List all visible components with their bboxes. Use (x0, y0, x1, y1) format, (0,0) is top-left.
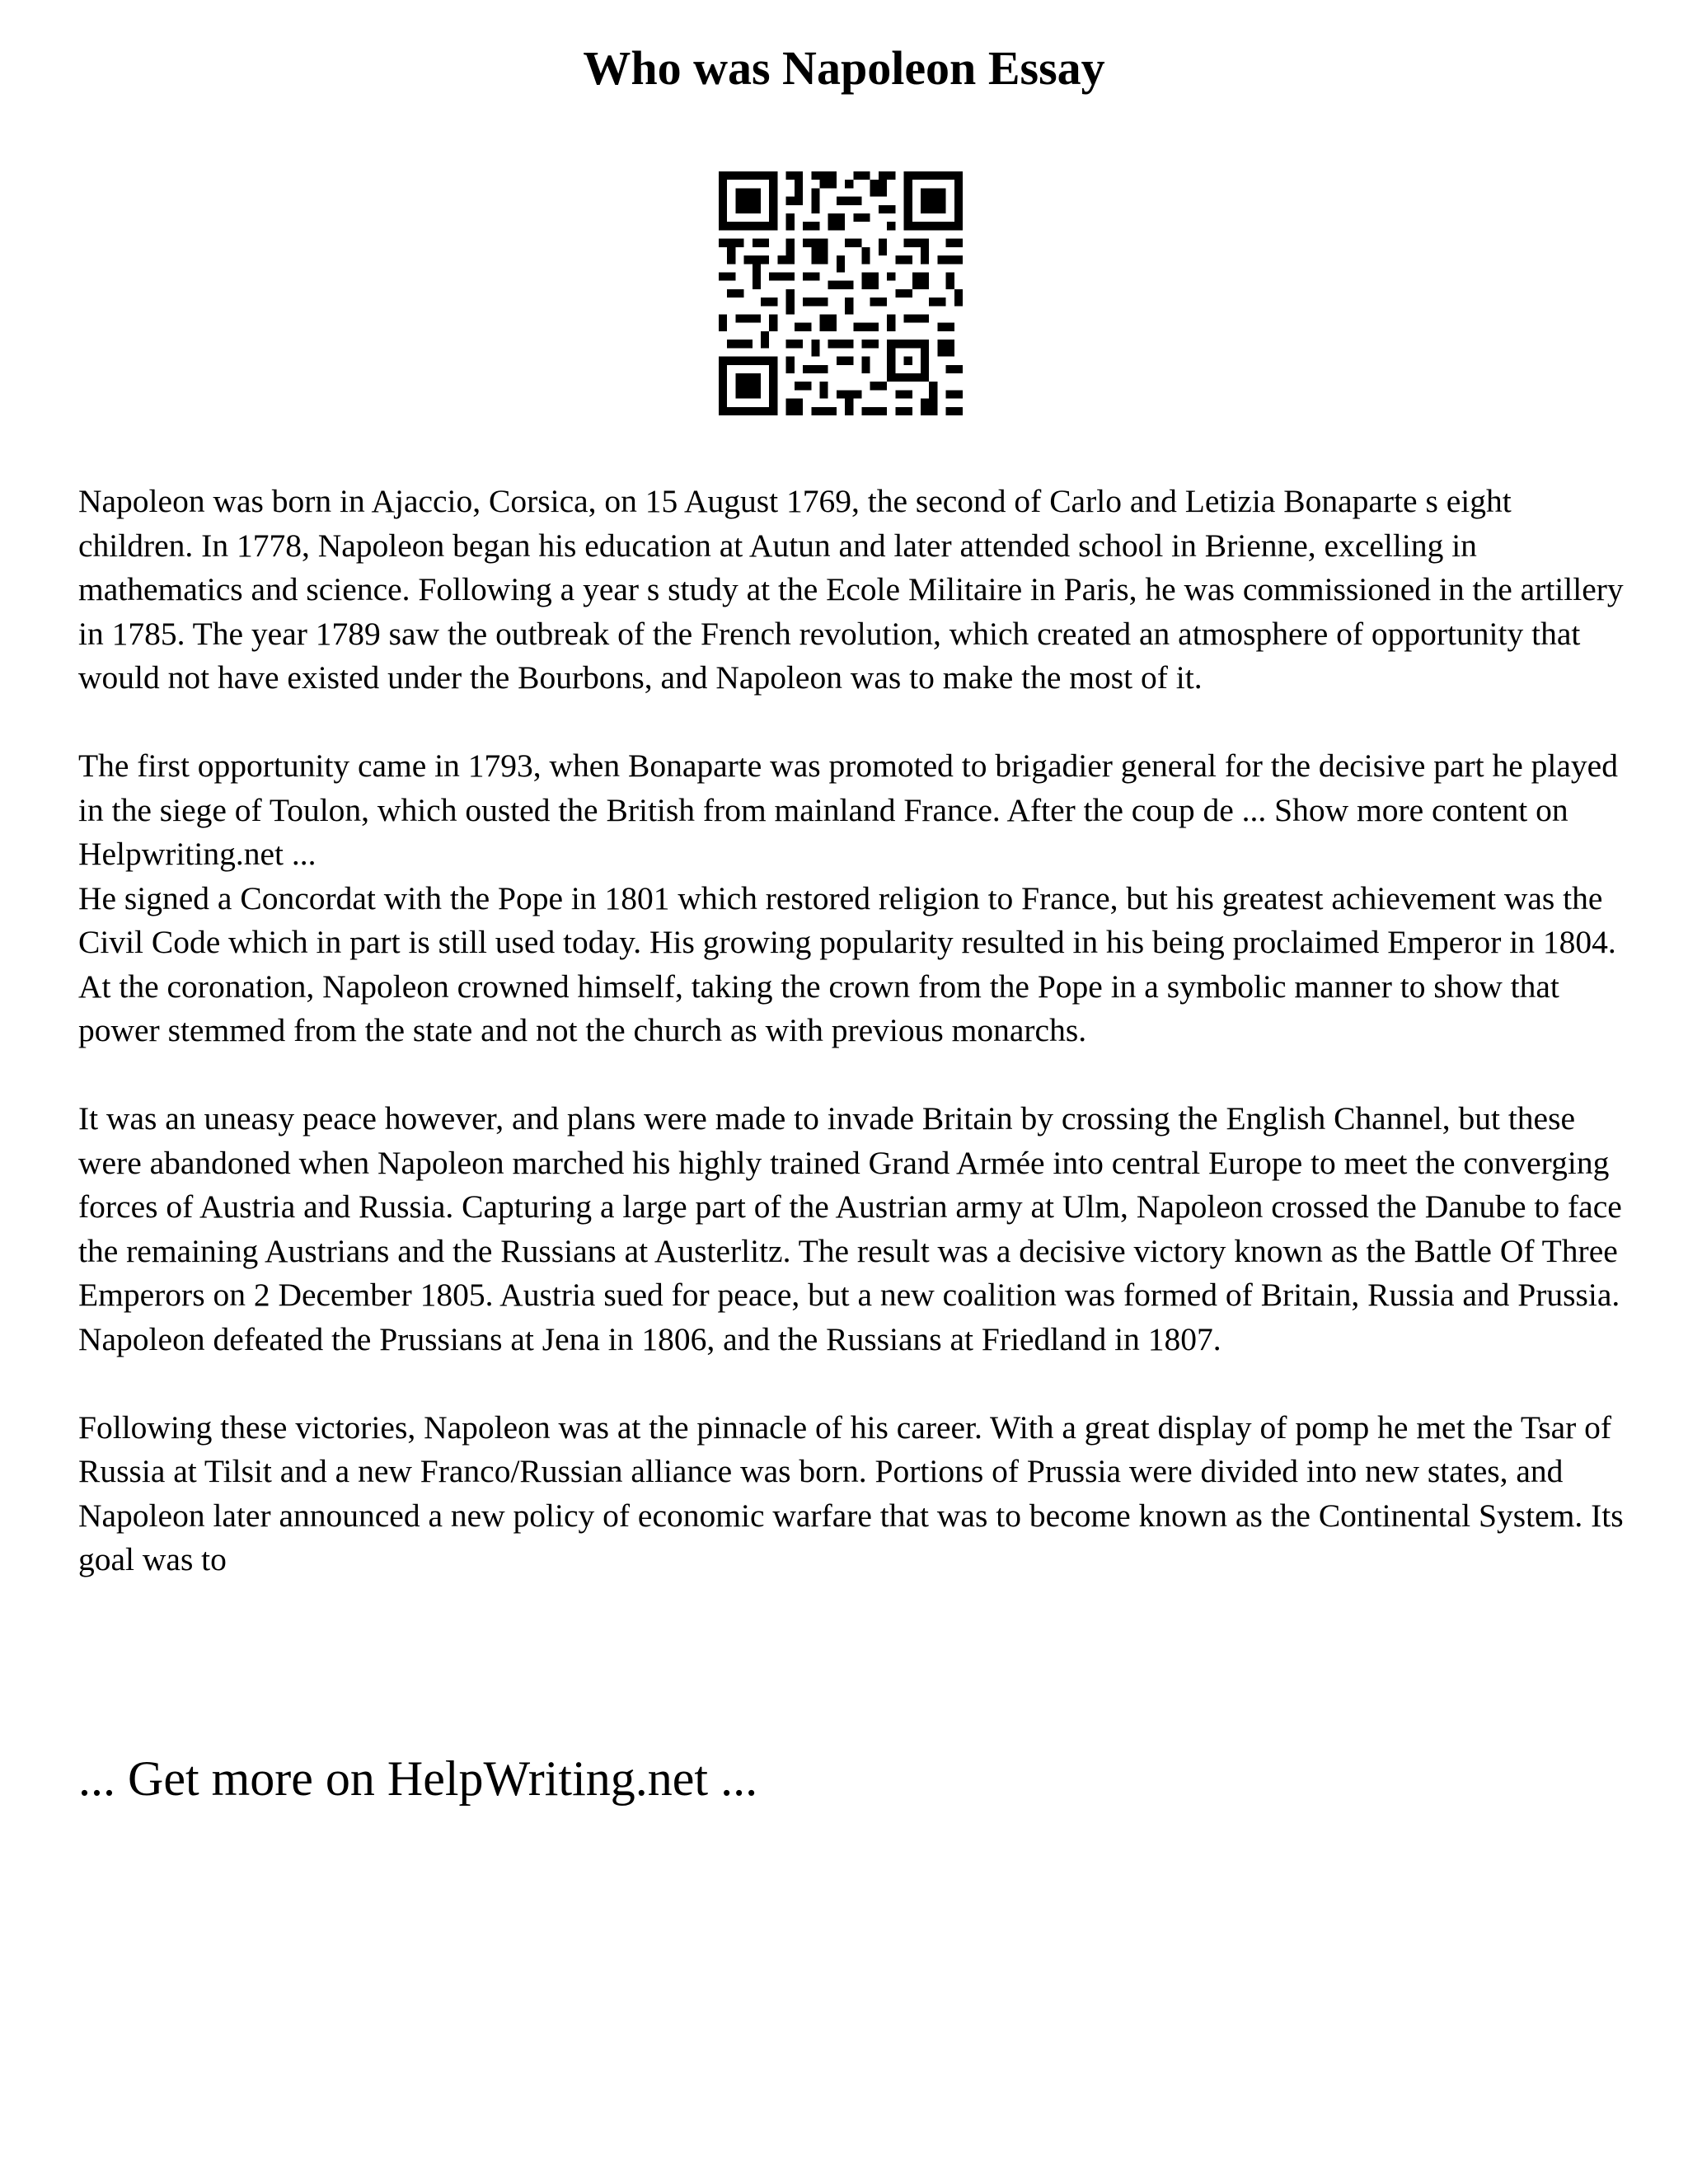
essay-paragraph: Napoleon was born in Ajaccio, Corsica, on 15 August 1769, the second of Carlo and Letizia Bonaparte s eight children. In 1778, Napoleon began his education at Autun and later attended school in Brienne, excelling in mathematics and science. Following a year s study at the Ecole Militaire in Paris, he was commissioned in the artillery in 1785. The year 1789 saw the outbreak of the French revolution, which created an atmosphere of opportunity that would not have existed under the Bourbons, and Napoleon was to make the most of it. (78, 483, 1624, 696)
essay-paragraph: The first opportunity came in 1793, when Bonaparte was promoted to brigadier general for the decisive part he played in the siege of Toulon, which ousted the British from mainland France. After the coup de ... Show more content on Helpwriting.net ... (78, 748, 1618, 872)
page-title: Who was Napoleon Essay (583, 41, 1105, 95)
paragraph-gap (78, 1361, 1628, 1406)
essay-paragraph: Following these victories, Napoleon was at the pinnacle of his career. With a great display of pomp he met the Tsar of Russia at Tilsit and a new Franco/Russian alliance was born. Portions of Prussia were divided into new states, and Napoleon later announced a new policy of economic warfare that was to become known as the Continental System. Its goal was to (78, 1408, 1624, 1577)
paragraph-gap (78, 1053, 1628, 1098)
essay-body (78, 480, 1628, 1582)
essay-paragraph: It was an uneasy peace however, and plans were made to invade Britain by crossing the English Channel, but these were abandoned when Napoleon marched his highly trained Grand Armée into central Europe to meet the converging forces of Austria and Russia. Capturing a large part of the Austrian army at Ulm, Napoleon crossed the Danube to face the remaining Austrians and the Russians at Austerlitz. The result was a decisive victory known as the Battle Of Three Emperors on 2 December 1805. Austria sued for peace, but a new coalition was formed of Britain, Russia and Prussia. Napoleon defeated the Prussians at Jena in 1806, and the Russians at Friedland in 1807. (78, 1100, 1622, 1357)
qr-code-icon (719, 171, 963, 415)
essay-paragraph: He signed a Concordat with the Pope in 1801 which restored religion to France, but his greatest achievement was the Civil Code which in part is still used today. His growing popularity resulted in his being proclaimed Emperor in 1804. At the coronation, Napoleon crowned himself, taking the crown from the Pope in a symbolic manner to show that power stemmed from the state and not the church as with previous monarchs. (78, 879, 1616, 1048)
paragraph-gap (78, 701, 1628, 745)
get-more-link[interactable]: ... Get more on HelpWriting.net ... (78, 1751, 758, 1806)
